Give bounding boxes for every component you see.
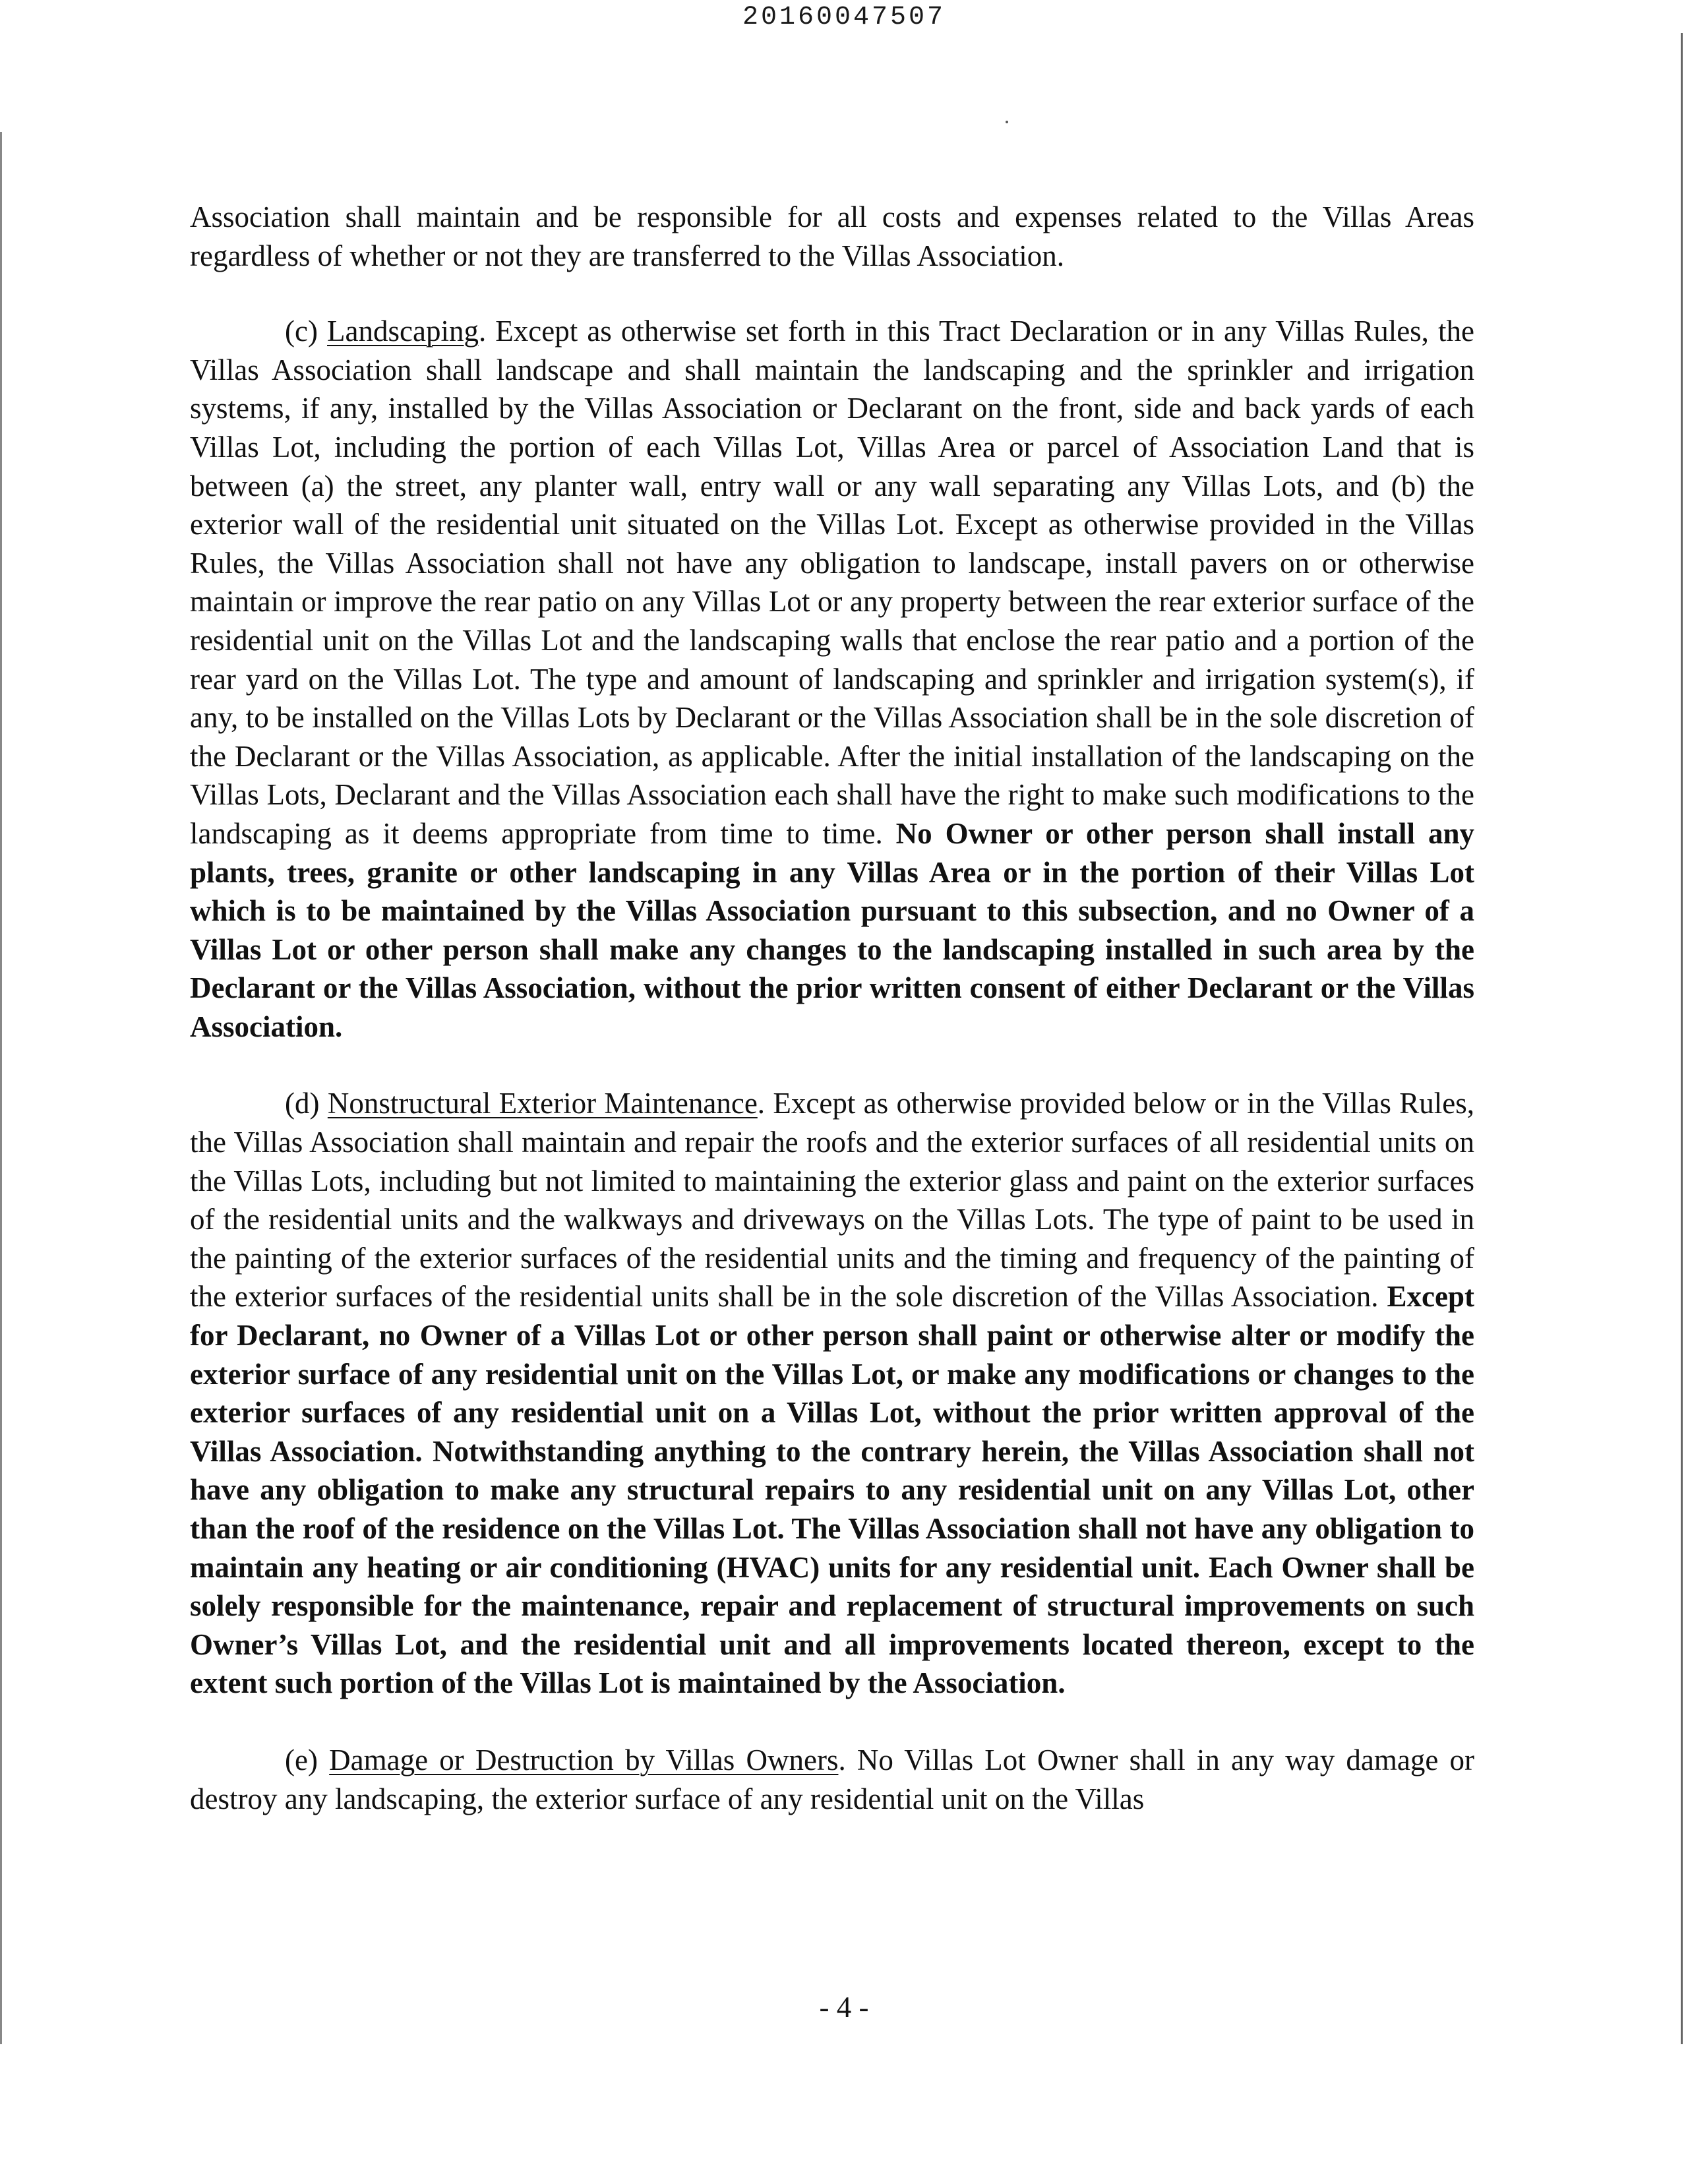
maintenance-paragraph <box>190 1084 1474 1703</box>
damage-text: . No Villas Lot Owner shall in any way damage or destroy any landscaping, the exterior surface of any residential unit on the Villas <box>190 1743 1474 1815</box>
damage-heading: Damage or Destruction by Villas Owners <box>329 1743 839 1776</box>
landscaping-label: (c) <box>285 315 318 348</box>
maintenance-label: (d) <box>285 1087 320 1120</box>
page-number: - 4 - <box>819 1991 869 2024</box>
document-body <box>190 198 1474 1856</box>
document-number: 20160047507 <box>742 3 946 32</box>
intro-paragraph: Association shall maintain and be responsible for all costs and expenses related to the Villas Areas regardless of whether or not they are transferred to the Villas Association. <box>190 200 1474 272</box>
landscaping-heading: Landscaping <box>327 315 479 348</box>
landscaping-bold-text: No Owner or other person shall install any plants, trees, granite or other landscaping in any Villas Area or in the portion of their Villas Lot which is to be maintained by the Villas Association pursuant to this subsection, and no Owner of a Villas Lot or other person shall make any changes to the landscaping installed in such area by the Declarant or the Villas Association, without the prior written consent of either Declarant or the Villas Association. <box>190 816 1474 1043</box>
damage-label: (e) <box>285 1743 318 1776</box>
scan-speck <box>1006 121 1008 123</box>
maintenance-text: . Except as otherwise provided below or in the Villas Rules, the Villas Association shall maintain and repair the roofs and the exterior surfaces of all residential units on the Villas Lots, including but not limited to maintaining the exterior glass and paint on the exterior surfaces of the residential units and the walkways and driveways on the Villas Lots. The type of paint to be used in the painting of the exterior surfaces of the residential units and the timing and frequency of the painting of the exterior surfaces of the residential units shall be in the sole discretion of the Villas Association. <box>190 1087 1475 1314</box>
damage-paragraph <box>190 1741 1474 1818</box>
scan-margin-line-right <box>1681 33 1683 2044</box>
landscaping-text: . Except as otherwise set forth in this Tract Declaration or in any Villas Rules, the Villas Association shall landscape and shall maintain the landscaping and the sprinkler and irrigation systems, if any, installed by the Villas Association or Declarant on the front, side and back yards of each Villas Lot, including the portion of each Villas Lot, Villas Area or parcel of Association Land that is between (a) the street, any planter wall, entry wall or any wall separating any Villas Lots, and (b) the exterior wall of the residential unit situated on the Villas Lot. Except as otherwise provided in the Villas Rules, the Villas Association shall not have any obligation to landscape, install pavers on or otherwise maintain or improve the rear patio on any Villas Lot or any property between the rear exterior surface of the residential unit on the Villas Lot and the landscaping walls that enclose the rear patio and a portion of the rear yard on the Villas Lot. The type and amount of landscaping and sprinkler and irrigation system(s), if any, to be installed on the Villas Lots by Declarant or the Villas Association shall be in the sole discretion of the Declarant or the Villas Association, as applicable. After the initial installation of the landscaping on the Villas Lots, Declarant and the Villas Association each shall have the right to make such modifications to the landscaping as it deems appropriate from time to time. <box>190 315 1475 850</box>
maintenance-heading: Nonstructural Exterior Maintenance <box>327 1087 758 1120</box>
scan-margin-line-left <box>0 132 2 2044</box>
landscaping-paragraph <box>190 312 1474 1046</box>
maintenance-bold-text: Except for Declarant, no Owner of a Villas Lot or other person shall paint or otherwise alter or modify the exterior surface of any residential unit on the Villas Lot, or make any modifications or changes to the exterior surfaces of any residential unit on a Villas Lot, without the prior written approval of the Villas Association. Notwithstanding anything to the contrary herein, the Villas Association shall not have any obligation to make any structural repairs to any residential unit on any Villas Lot, other than the roof of the residence on the Villas Lot. The Villas Association shall not have any obligation to maintain any heating or air conditioning (HVAC) units for any residential unit. Each Owner shall be solely responsible for the maintenance, repair and replacement of structural improvements on such Owner’s Villas Lot, and the residential unit and all improvements located thereon, except to the extent such portion of the Villas Lot is maintained by the Association. <box>190 1280 1474 1700</box>
